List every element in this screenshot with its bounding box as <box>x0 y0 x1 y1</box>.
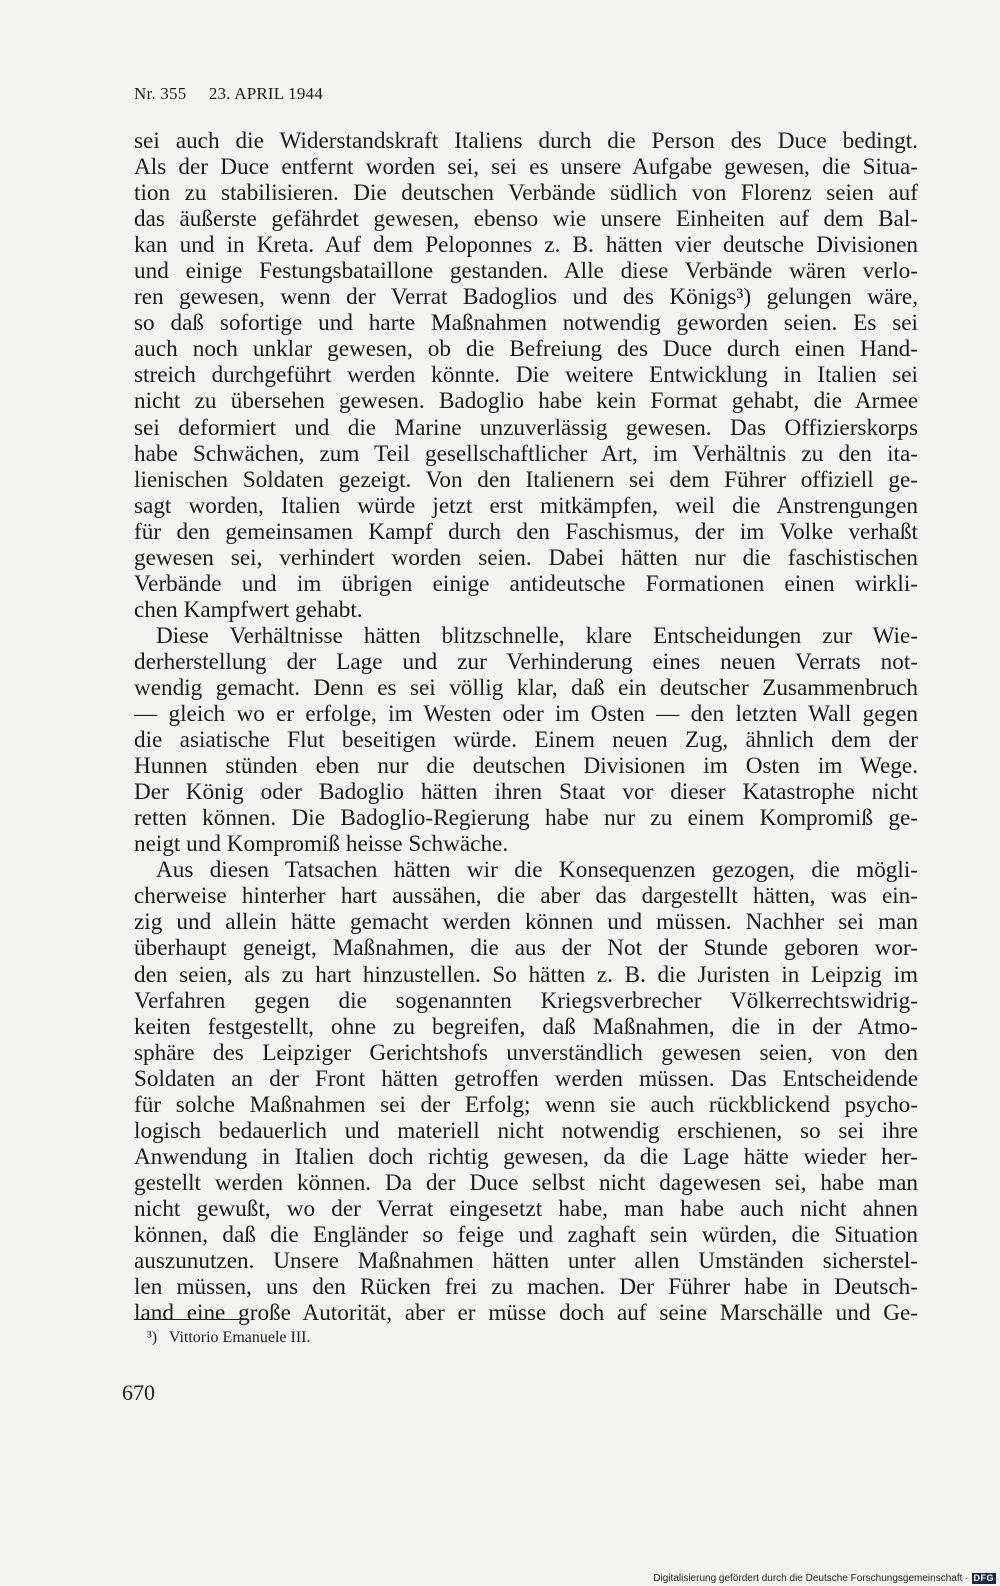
text-line: neigt und Kompromiß heisse Schwäche. <box>134 831 509 858</box>
text-line: len müssen, uns den Rücken frei zu machen. Der Führer habe in Deutsch- <box>134 1274 918 1301</box>
text-line: Als der Duce entfernt worden sei, sei es unsere Aufgabe gewesen, die Situa- <box>134 154 918 181</box>
footnote-divider <box>134 1319 246 1320</box>
text-line: derherstellung der Lage und zur Verhinderung eines neuen Verrats not- <box>134 648 918 675</box>
text-line: habe Schwächen, zum Teil gesellschaftlicher Art, im Verhältnis zu den ita- <box>134 440 918 467</box>
body-text <box>134 128 918 1326</box>
text-line: auszunutzen. Unsere Maßnahmen hätten unter allen Umständen sicherstel- <box>134 1248 918 1275</box>
text-line: für solche Maßnahmen sei der Erfolg; wenn sie auch rückblickend psycho- <box>134 1091 918 1118</box>
text-line: ren gewesen, wenn der Verrat Badoglios und des Königs³) gelungen wäre, <box>134 284 918 311</box>
text-line: die asiatische Flut beseitigen würde. Einem neuen Zug, ähnlich dem der <box>134 727 918 754</box>
running-head <box>134 84 323 104</box>
dfg-logo: DFG <box>973 1573 994 1583</box>
document-date: 23. APRIL 1944 <box>208 84 323 103</box>
text-line: streich durchgeführt werden könnte. Die weitere Entwicklung in Italien sei <box>134 362 918 389</box>
text-line: und einige Festungsbataillone gestanden. Alle diese Verbände wären verlo- <box>134 258 918 285</box>
text-line: lienischen Soldaten gezeigt. Von den Italienern sei dem Führer offiziell ge- <box>134 466 918 493</box>
text-line: sei auch die Widerstandskraft Italiens durch die Person des Duce bedingt. <box>134 128 918 154</box>
text-line: Verfahren gegen die sogenannten Kriegsverbrecher Völkerrechtswidrig- <box>134 987 918 1014</box>
funding-note <box>653 1573 996 1584</box>
text-line: für den gemeinsamen Kampf durch den Faschismus, der im Volke verhaßt <box>134 518 918 545</box>
text-line: Diese Verhältnisse hätten blitzschnelle, klare Entscheidungen zur Wie- <box>156 622 918 649</box>
funding-note-text: Digitalisierung gefördert durch die Deutsche Forschungsgemeinschaft · <box>653 1573 969 1584</box>
page-number: 670 <box>122 1380 155 1405</box>
text-line: können, daß die Engländer so feige und zaghaft sein würden, die Situation <box>134 1221 918 1248</box>
text-line: Soldaten an der Front hätten getroffen werden müssen. Das Entscheidende <box>134 1065 918 1092</box>
text-line: wendig gemacht. Denn es sei völlig klar, daß ein deutscher Zusammenbruch <box>134 674 918 701</box>
text-line: den seien, als zu hart hinzustellen. So hätten z. B. die Juristen in Leipzig im <box>134 961 918 988</box>
text-line: sei deformiert und die Marine unzuverlässig gewesen. Das Offizierskorps <box>134 414 918 441</box>
text-line: tion zu stabilisieren. Die deutschen Verbände südlich von Florenz seien auf <box>134 180 918 207</box>
text-line: keiten festgestellt, ohne zu begreifen, daß Maßnahmen, die in der Atmo- <box>134 1013 918 1040</box>
text-line: gewesen sei, verhindert worden seien. Dabei hätten nur die faschistischen <box>134 544 918 571</box>
text-line: so daß sofortige und harte Maßnahmen notwendig geworden seien. Es sei <box>134 310 918 337</box>
text-line: retten können. Die Badoglio-Regierung habe nur zu einem Kompromiß ge- <box>134 805 918 832</box>
text-line: das äußerste gefährdet gewesen, ebenso wie unsere Einheiten auf dem Bal- <box>134 206 918 233</box>
document-number: Nr. 355 <box>134 84 187 103</box>
text-line: gestellt werden können. Da der Duce selbst nicht dagewesen sei, habe man <box>134 1169 918 1196</box>
text-line: Aus diesen Tatsachen hätten wir die Konsequenzen gezogen, die mögli- <box>156 857 918 884</box>
text-line: Anwendung in Italien doch richtig gewesen, da die Lage hätte wieder her- <box>134 1143 918 1170</box>
text-line: sagt worden, Italien würde jetzt erst mitkämpfen, weil die Anstrengungen <box>134 492 918 519</box>
text-line: sphäre des Leipziger Gerichtshofs unverständlich gewesen seien, von den <box>134 1039 918 1066</box>
text-line: — gleich wo er erfolge, im Westen oder im Osten — den letzten Wall gegen <box>134 701 918 728</box>
text-line: Der König oder Badoglio hätten ihren Staat vor dieser Katastrophe nicht <box>134 779 918 806</box>
text-line: auch noch unklar gewesen, ob die Befreiung des Duce durch einen Hand- <box>134 336 918 363</box>
text-line: cherweise hinterher hart aussähen, die aber das dargestellt hätten, was ein- <box>134 883 918 910</box>
footnote-text: Vittorio Emanuele III. <box>168 1329 311 1346</box>
footnote <box>147 1329 311 1347</box>
text-line: zig und allein hätte gemacht werden können und müssen. Nachher sei man <box>134 909 918 936</box>
text-line: überhaupt geneigt, Maßnahmen, die aus der Not der Stunde geboren wor- <box>134 935 918 962</box>
text-line: nicht gewußt, wo der Verrat eingesetzt habe, man habe auch nicht ahnen <box>134 1195 918 1222</box>
text-line: logisch bedauerlich und materiell nicht notwendig erschienen, so sei ihre <box>134 1117 918 1144</box>
text-line: kan und in Kreta. Auf dem Peloponnes z. B. hätten vier deutsche Divisionen <box>134 232 918 259</box>
text-line: chen Kampfwert gehabt. <box>134 596 363 623</box>
footnote-marker: ³) <box>147 1329 158 1346</box>
text-line: land eine große Autorität, aber er müsse doch auf seine Marschälle und Ge- <box>134 1300 918 1327</box>
text-line: Hunnen stünden eben nur die deutschen Divisionen im Osten im Wege. <box>134 753 918 780</box>
text-line: nicht zu übersehen gewesen. Badoglio habe kein Format gehabt, die Armee <box>134 388 918 415</box>
text-line: Verbände und im übrigen einige antideutsche Formationen einen wirkli- <box>134 570 918 597</box>
